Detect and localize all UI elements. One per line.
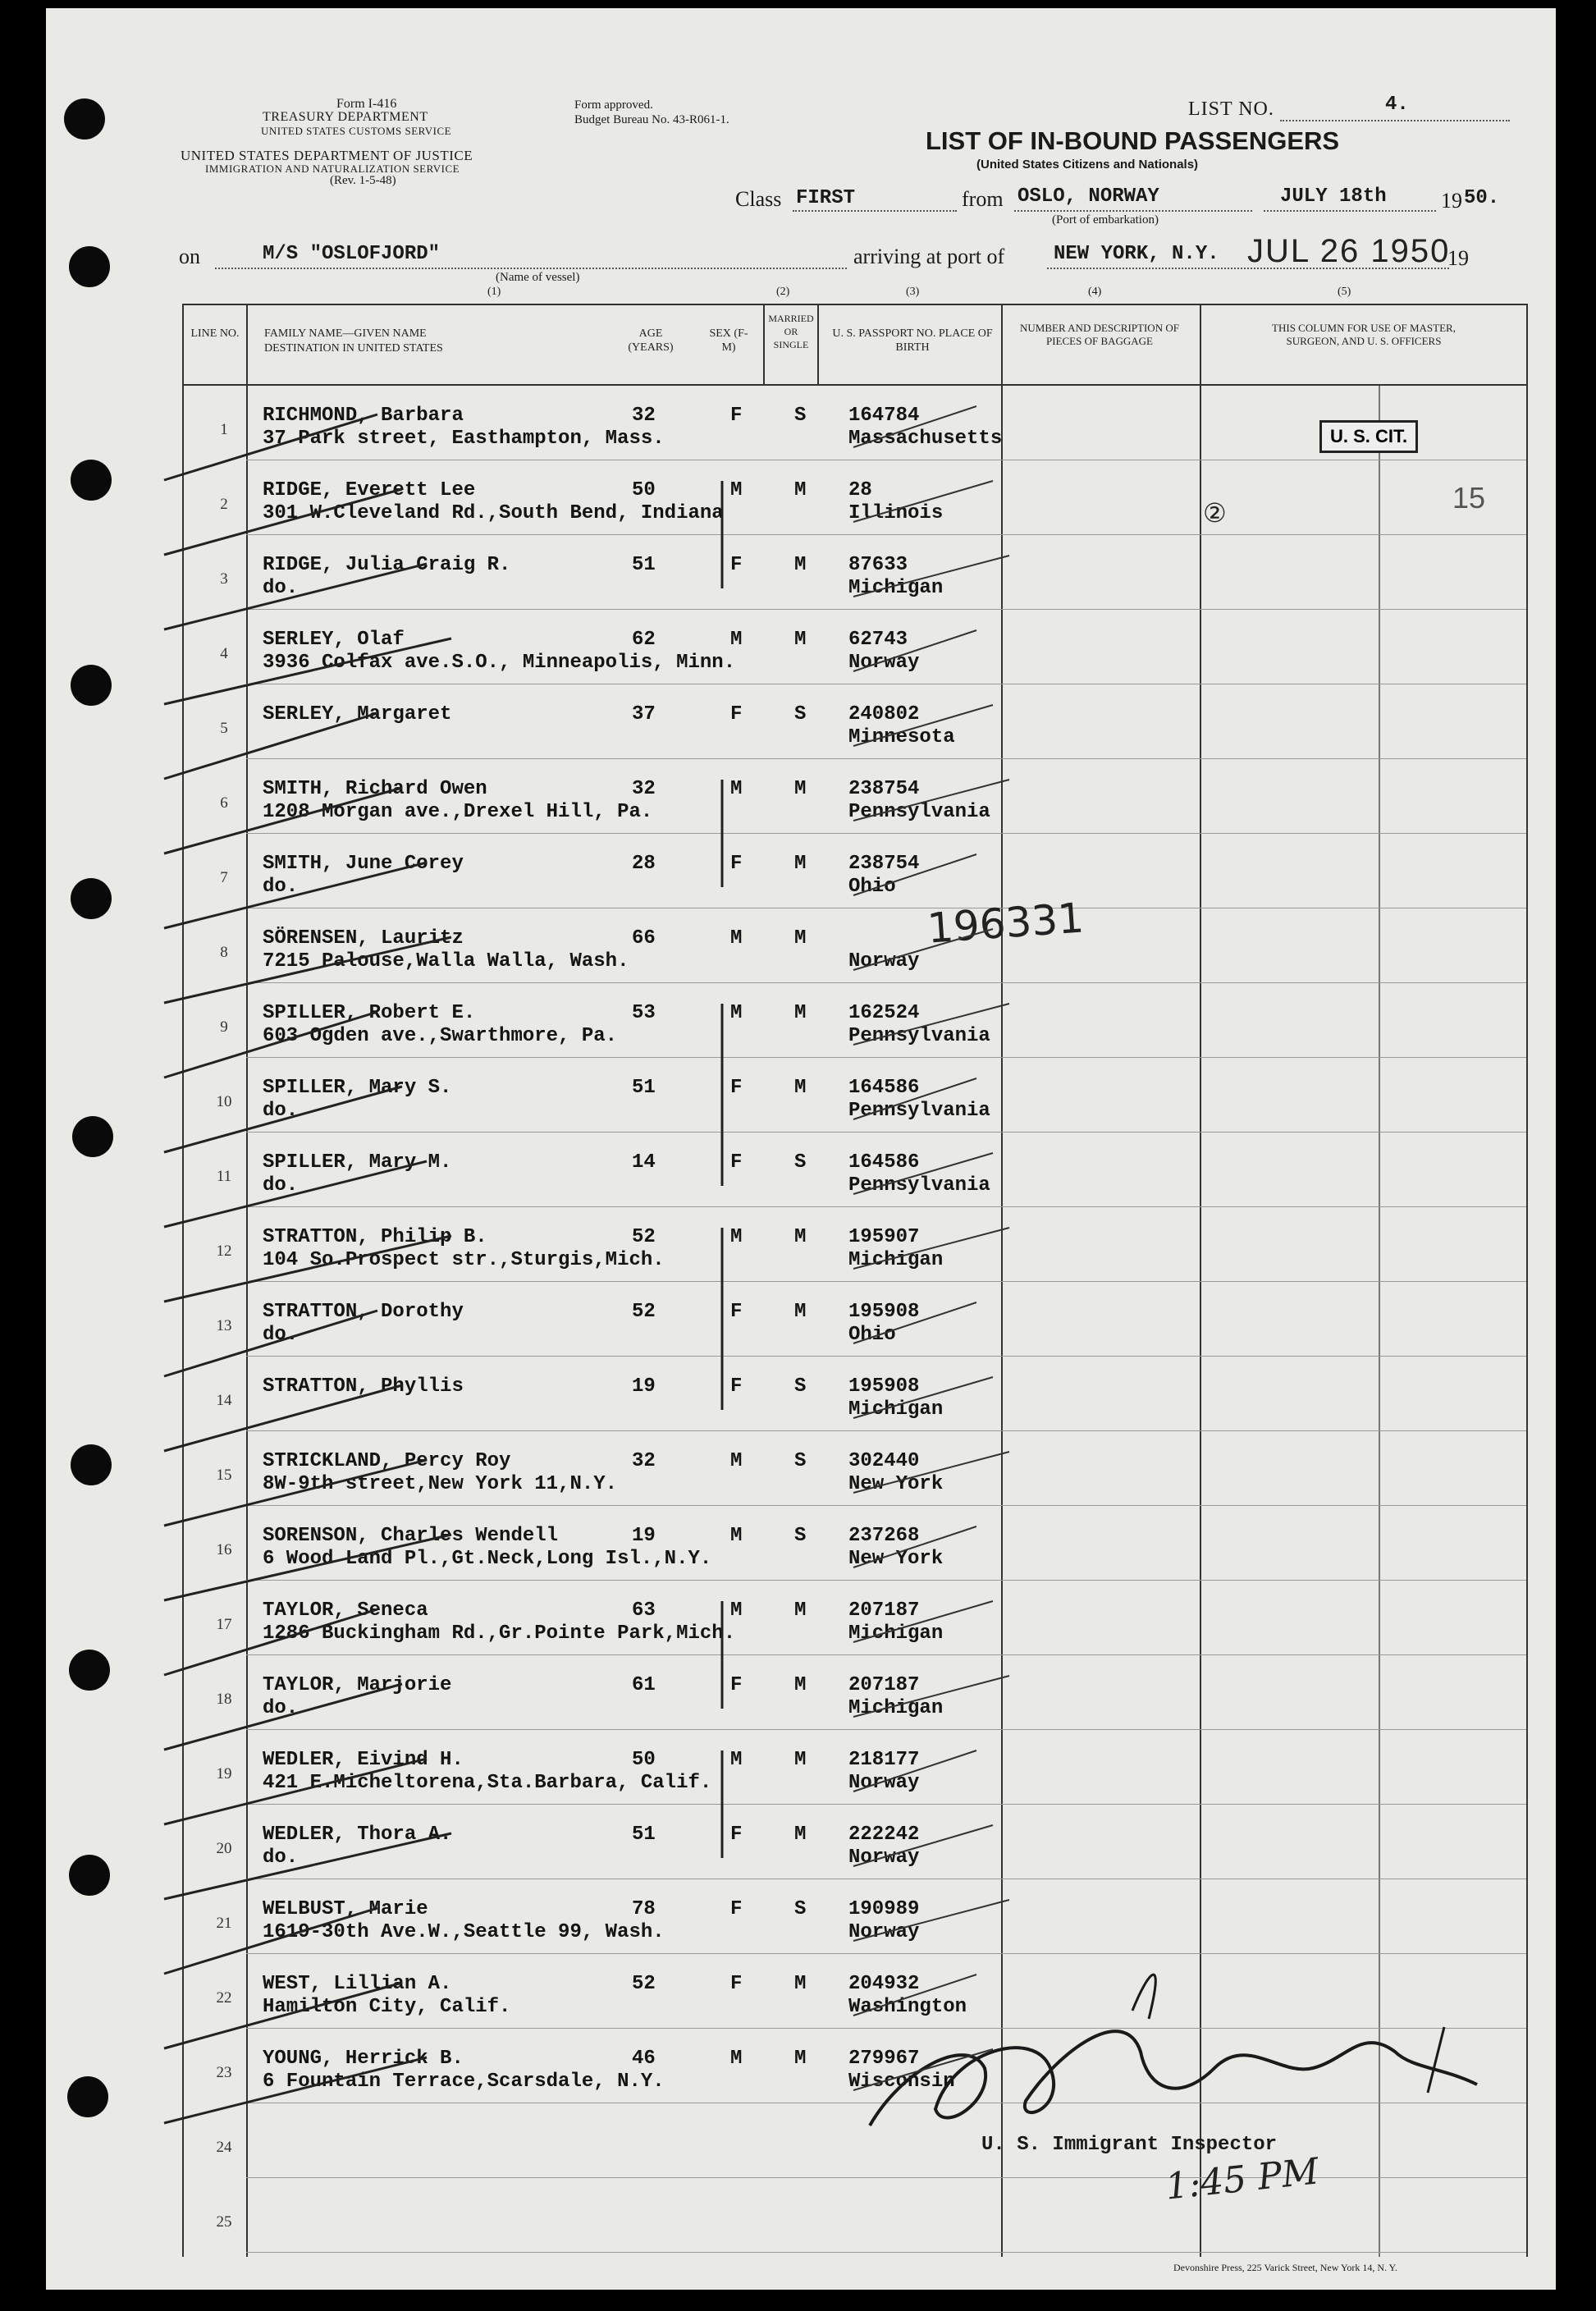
row-separator <box>246 1729 1526 1730</box>
place-of-birth: Wisconsin <box>848 2071 955 2093</box>
age: 52 <box>632 1301 656 1323</box>
marital-status: M <box>794 1674 807 1696</box>
place-of-birth: Norway <box>848 1847 920 1869</box>
passport-number: 190989 <box>848 1898 920 1920</box>
line-number: 16 <box>216 1541 232 1558</box>
table-row <box>0 1435 1596 1509</box>
passport-number: 62743 <box>848 629 908 651</box>
place-of-birth: Illinois <box>848 502 944 524</box>
marital-status: S <box>794 1151 807 1174</box>
age: 37 <box>632 703 656 725</box>
justice-dept: UNITED STATES DEPARTMENT OF JUSTICE <box>181 148 473 163</box>
age: 62 <box>632 629 656 651</box>
row-separator <box>246 1057 1526 1058</box>
passport-number: 207187 <box>848 1674 920 1696</box>
on-label: on <box>179 245 200 268</box>
place-of-birth: Michigan <box>848 577 944 599</box>
passenger-name: YOUNG, Herrick B. <box>263 2048 464 2070</box>
form-number: Form I-416 <box>336 97 397 111</box>
place-of-birth: New York <box>848 1473 944 1495</box>
row-separator <box>246 1953 1526 1954</box>
line-number: 6 <box>220 794 228 812</box>
passport-number: 207187 <box>848 1599 920 1622</box>
place-of-birth: Massachusetts <box>848 428 1003 450</box>
col-divider-sex <box>763 304 765 386</box>
passenger-name: SÖRENSEN, Lauritz <box>263 927 464 950</box>
sex: F <box>730 853 743 875</box>
sex: F <box>730 703 743 725</box>
destination: 7215 Palouse,Walla Walla, Wash. <box>263 950 629 972</box>
table-row <box>0 689 1596 762</box>
table-row <box>0 1211 1596 1285</box>
passport-number: 87633 <box>848 554 908 576</box>
passport-number: 164586 <box>848 1151 920 1174</box>
destination: do. <box>263 1324 299 1346</box>
table-row <box>0 539 1596 613</box>
destination: 3936 Colfax ave.S.O., Minneapolis, Minn. <box>263 652 736 674</box>
row-separator <box>246 2028 1526 2029</box>
table-row <box>0 614 1596 688</box>
place-of-birth: Michigan <box>848 1249 944 1271</box>
sex: F <box>730 1151 743 1174</box>
table-row <box>0 987 1596 1061</box>
destination: do. <box>263 876 299 898</box>
passport-number: 279967 <box>848 2048 920 2070</box>
table-row <box>0 1137 1596 1210</box>
line-number: 7 <box>220 869 228 886</box>
age: 19 <box>632 1525 656 1547</box>
sex: F <box>730 1973 743 1995</box>
sex: M <box>730 778 743 800</box>
destination: 603 Ogden ave.,Swarthmore, Pa. <box>263 1025 618 1047</box>
passport-number: 222242 <box>848 1824 920 1846</box>
passport-number: 164586 <box>848 1077 920 1099</box>
row-separator <box>246 609 1526 610</box>
sex: M <box>730 1525 743 1547</box>
passenger-name: SPILLER, Mary M. <box>263 1151 452 1174</box>
row-separator <box>246 1206 1526 1207</box>
passport-number: 28 <box>848 479 872 501</box>
port-embark-caption: (Port of embarkation) <box>1052 213 1159 227</box>
class-line <box>793 210 957 212</box>
sex: F <box>730 554 743 576</box>
marital-status: M <box>794 853 807 875</box>
sex: M <box>730 479 743 501</box>
line-number: 22 <box>216 1989 232 2007</box>
passenger-name: TAYLOR, Seneca <box>263 1599 428 1622</box>
marital-status: S <box>794 1450 807 1472</box>
row-separator <box>246 2252 1526 2253</box>
form-approved: Form approved. <box>574 98 653 112</box>
line-number: 19 <box>216 1765 232 1782</box>
col-num-3: (3) <box>906 286 920 298</box>
destination: do. <box>263 1697 299 1719</box>
passenger-name: SERLEY, Olaf <box>263 629 405 651</box>
passenger-name: RICHMOND, Barbara <box>263 405 464 427</box>
passenger-name: SMITH, June Corey <box>263 853 464 875</box>
passenger-name: STRICKLAND, Percy Roy <box>263 1450 511 1472</box>
table-row <box>0 1361 1596 1435</box>
budget-bureau: Budget Bureau No. 43-R061-1. <box>574 113 729 126</box>
date-line <box>1264 210 1436 212</box>
row-separator <box>246 1281 1526 1282</box>
destination: do. <box>263 577 299 599</box>
destination: 8W-9th street,New York 11,N.Y. <box>263 1473 618 1495</box>
passenger-name: STRATTON, Dorothy <box>263 1301 464 1323</box>
row-separator <box>246 1804 1526 1805</box>
passenger-name: STRATTON, Phyllis <box>263 1375 464 1398</box>
marital-status: M <box>794 2048 807 2070</box>
place-of-birth: Pennsylvania <box>848 1100 990 1122</box>
table-row <box>0 1659 1596 1733</box>
col-divider-married <box>817 304 819 386</box>
line-number: 9 <box>220 1018 228 1036</box>
list-no-line <box>1280 120 1510 121</box>
marital-status: M <box>794 479 807 501</box>
place-of-birth: New York <box>848 1548 944 1570</box>
table-row <box>0 2182 1596 2256</box>
passenger-name: STRATTON, Philip B. <box>263 1226 487 1248</box>
line-number: 3 <box>220 570 228 588</box>
col-num-1: (1) <box>487 286 501 298</box>
place-of-birth: Ohio <box>848 1324 896 1346</box>
sex: M <box>730 1226 743 1248</box>
table-top-border <box>182 304 1528 305</box>
sex: M <box>730 1599 743 1622</box>
row-separator <box>246 1132 1526 1133</box>
list-no-label: LIST NO. <box>1188 98 1274 120</box>
vessel-name: M/S "OSLOFJORD" <box>263 243 441 265</box>
age: 52 <box>632 1973 656 1995</box>
table-row <box>0 763 1596 837</box>
from-line <box>1014 210 1252 212</box>
passport-number: 237268 <box>848 1525 920 1547</box>
age: 51 <box>632 1077 656 1099</box>
destination: 1286 Buckingham Rd.,Gr.Pointe Park,Mich. <box>263 1622 736 1645</box>
age: 52 <box>632 1226 656 1248</box>
treasury-dept: TREASURY DEPARTMENT <box>263 110 428 124</box>
destination: 6 Fountain Terrace,Scarsdale, N.Y. <box>263 2071 665 2093</box>
from-label: from <box>962 187 1004 211</box>
line-number: 1 <box>220 421 228 438</box>
place-of-birth: Ohio <box>848 876 896 898</box>
col-num-5: (5) <box>1338 286 1351 298</box>
col-num-2: (2) <box>776 286 790 298</box>
marital-status: S <box>794 1375 807 1398</box>
col-header-age: AGE (YEARS) <box>628 327 674 354</box>
sex: F <box>730 1674 743 1696</box>
marital-status: M <box>794 1973 807 1995</box>
sex: F <box>730 1898 743 1920</box>
inspector-label: U. S. Immigrant Inspector <box>981 2134 1278 2156</box>
passenger-name: WEDLER, Thora A. <box>263 1824 452 1846</box>
place-of-birth: Norway <box>848 1772 920 1794</box>
place-of-birth: Minnesota <box>848 726 955 748</box>
col-header-officers: THIS COLUMN FOR USE OF MASTER, SURGEON, AND U. S. OFFICERS <box>1272 322 1456 347</box>
from-value: OSLO, NORWAY <box>1018 185 1159 208</box>
passenger-name: WEST, Lillian A. <box>263 1973 452 1995</box>
passenger-name: SPILLER, Mary S. <box>263 1077 452 1099</box>
table-row <box>0 1062 1596 1136</box>
line-number: 5 <box>220 720 228 737</box>
destination: do. <box>263 1174 299 1197</box>
age: 50 <box>632 479 656 501</box>
table-row <box>0 1809 1596 1883</box>
line-number: 25 <box>216 2213 232 2231</box>
line-number: 2 <box>220 496 228 513</box>
row-separator <box>246 1356 1526 1357</box>
passenger-name: WEDLER, Eivind H. <box>263 1749 464 1771</box>
passenger-name: SORENSON, Charles Wendell <box>263 1525 559 1547</box>
col-header-destination: DESTINATION IN UNITED STATES <box>264 342 443 355</box>
line-number: 18 <box>216 1691 232 1708</box>
marital-status: M <box>794 1301 807 1323</box>
line-number: 21 <box>216 1915 232 1932</box>
marital-status: M <box>794 1749 807 1771</box>
row-separator <box>246 2177 1526 2178</box>
place-of-birth: Norway <box>848 652 920 674</box>
line-number: 8 <box>220 944 228 961</box>
place-of-birth: Michigan <box>848 1697 944 1719</box>
marital-status: M <box>794 1077 807 1099</box>
row-count-note: 15 <box>1452 481 1486 515</box>
row-separator <box>246 534 1526 535</box>
sex: M <box>730 1002 743 1024</box>
row-separator <box>246 982 1526 983</box>
table-row <box>0 1585 1596 1659</box>
destination: 37 Park street, Easthampton, Mass. <box>263 428 665 450</box>
marital-status: M <box>794 778 807 800</box>
sex: M <box>730 1450 743 1472</box>
sex: M <box>730 927 743 950</box>
marital-status: S <box>794 1525 807 1547</box>
age: 32 <box>632 405 656 427</box>
page-title: LIST OF IN-BOUND PASSENGERS <box>926 126 1340 155</box>
table-row <box>0 464 1596 538</box>
sex: F <box>730 1301 743 1323</box>
year-suffix: 19 <box>1447 246 1469 270</box>
line-number: 24 <box>216 2139 232 2156</box>
age: 46 <box>632 2048 656 2070</box>
age: 51 <box>632 554 656 576</box>
passport-number: 302440 <box>848 1450 920 1472</box>
line-number: 10 <box>216 1093 232 1110</box>
sex: M <box>730 2048 743 2070</box>
col-header-sex: SEX (F-M) <box>709 327 748 354</box>
marital-status: S <box>794 1898 807 1920</box>
age: 28 <box>632 853 656 875</box>
ins-label: IMMIGRATION AND NATURALIZATION SERVICE <box>205 162 460 175</box>
class-label: Class <box>735 187 782 211</box>
age: 61 <box>632 1674 656 1696</box>
col-header-name: FAMILY NAME—GIVEN NAME <box>264 327 427 340</box>
marital-status: M <box>794 1824 807 1846</box>
sex: F <box>730 1077 743 1099</box>
sex: F <box>730 1375 743 1398</box>
age: 78 <box>632 1898 656 1920</box>
age: 19 <box>632 1375 656 1398</box>
marital-status: M <box>794 927 807 950</box>
marital-status: M <box>794 554 807 576</box>
col-header-line: LINE NO. <box>190 327 240 340</box>
customs-service: UNITED STATES CUSTOMS SERVICE <box>261 125 452 137</box>
table-row <box>0 2107 1596 2181</box>
line-number: 14 <box>216 1392 232 1409</box>
place-of-birth: Pennsylvania <box>848 801 990 823</box>
place-of-birth: Norway <box>848 1921 920 1943</box>
row-separator <box>246 1505 1526 1506</box>
passport-number: 162524 <box>848 1002 920 1024</box>
line-number: 13 <box>216 1317 232 1334</box>
destination: 6 Wood Land Pl.,Gt.Neck,Long Isl.,N.Y. <box>263 1548 712 1570</box>
place-of-birth: Michigan <box>848 1398 944 1421</box>
passenger-name: SMITH, Richard Owen <box>263 778 487 800</box>
line-number: 11 <box>216 1168 232 1185</box>
vessel-line <box>215 268 847 269</box>
destination: 421 E.Micheltorena,Sta.Barbara, Calif. <box>263 1772 712 1794</box>
passport-number: 238754 <box>848 778 920 800</box>
year-prefix: 19 <box>1441 189 1462 213</box>
marital-status: M <box>794 1599 807 1622</box>
marital-status: M <box>794 1002 807 1024</box>
passenger-name: SPILLER, Robert E. <box>263 1002 476 1024</box>
year-value: 50. <box>1464 187 1500 209</box>
passport-number: 164784 <box>848 405 920 427</box>
passport-number: 195908 <box>848 1375 920 1398</box>
passenger-name: WELBUST, Marie <box>263 1898 428 1920</box>
row-separator <box>246 833 1526 834</box>
marital-status: M <box>794 1226 807 1248</box>
vessel-caption: (Name of vessel) <box>496 271 580 284</box>
marital-status: S <box>794 405 807 427</box>
header-bottom-border <box>182 384 1528 386</box>
handwritten-passport-number: 196331 <box>926 894 1086 953</box>
line-number: 23 <box>216 2064 232 2081</box>
date-value: JULY 18th <box>1280 185 1387 208</box>
line-number: 15 <box>216 1467 232 1484</box>
table-row <box>0 913 1596 986</box>
age: 14 <box>632 1151 656 1174</box>
circled-2-mark: ② <box>1203 497 1227 529</box>
binder-hole <box>69 246 110 287</box>
line-number: 17 <box>216 1616 232 1633</box>
passenger-name: RIDGE, Everett Lee <box>263 479 476 501</box>
destination: 301 W.Cleveland Rd.,South Bend, Indiana <box>263 502 724 524</box>
sex: M <box>730 1749 743 1771</box>
us-citizen-stamp: U. S. CIT. <box>1319 420 1418 453</box>
place-of-birth: Washington <box>848 1996 967 2018</box>
destination: 104 So.Prospect str.,Sturgis,Mich. <box>263 1249 665 1271</box>
passport-number: 238754 <box>848 853 920 875</box>
age: 32 <box>632 778 656 800</box>
sex: F <box>730 1824 743 1846</box>
table-row <box>0 1510 1596 1584</box>
place-of-birth: Pennsylvania <box>848 1025 990 1047</box>
col-header-married: MARRIED OR SINGLE <box>768 313 814 350</box>
binder-hole <box>64 98 105 140</box>
line-number: 4 <box>220 645 228 662</box>
row-separator <box>246 1580 1526 1581</box>
arrival-date-stamp: JUL 26 1950 <box>1247 233 1451 269</box>
age: 63 <box>632 1599 656 1622</box>
col-header-baggage: NUMBER AND DESCRIPTION OF PIECES OF BAGGAGE <box>1020 322 1179 347</box>
rev-label: (Rev. 1-5-48) <box>330 174 396 187</box>
row-separator <box>246 1430 1526 1431</box>
line-number: 20 <box>216 1840 232 1857</box>
passenger-name: SERLEY, Margaret <box>263 703 452 725</box>
table-row <box>0 1734 1596 1808</box>
col-num-4: (4) <box>1088 286 1102 298</box>
destination: 1208 Morgan ave.,Drexel Hill, Pa. <box>263 801 653 823</box>
line-number: 12 <box>216 1242 232 1260</box>
age: 66 <box>632 927 656 950</box>
time-note: 1:45 PM <box>1163 2150 1321 2208</box>
row-separator <box>246 1654 1526 1655</box>
list-no-value: 4. <box>1385 94 1409 116</box>
marital-status: M <box>794 629 807 651</box>
sex: F <box>730 405 743 427</box>
age: 51 <box>632 1824 656 1846</box>
place-of-birth: Michigan <box>848 1622 944 1645</box>
place-of-birth: Pennsylvania <box>848 1174 990 1197</box>
arrival-port: NEW YORK, N.Y. <box>1054 243 1219 265</box>
age: 53 <box>632 1002 656 1024</box>
place-of-birth: Norway <box>848 950 920 972</box>
printer-credit: Devonshire Press, 225 Varick Street, New York 14, N. Y. <box>1173 2262 1397 2273</box>
passenger-name: TAYLOR, Marjorie <box>263 1674 452 1696</box>
passenger-name: RIDGE, Julia Craig R. <box>263 554 511 576</box>
table-row <box>0 1286 1596 1360</box>
destination: Hamilton City, Calif. <box>263 1996 511 2018</box>
passport-number: 204932 <box>848 1973 920 1995</box>
destination: do. <box>263 1847 299 1869</box>
class-value: FIRST <box>796 187 856 209</box>
age: 50 <box>632 1749 656 1771</box>
destination: 1619-30th Ave.W.,Seattle 99, Wash. <box>263 1921 665 1943</box>
sex: M <box>730 629 743 651</box>
table-row <box>0 2033 1596 2107</box>
passport-number: 240802 <box>848 703 920 725</box>
destination: do. <box>263 1100 299 1122</box>
page-subtitle: (United States Citizens and Nationals) <box>976 158 1199 172</box>
passport-number: 218177 <box>848 1749 920 1771</box>
marital-status: S <box>794 703 807 725</box>
col-header-passport: U. S. PASSPORT NO. PLACE OF BIRTH <box>832 327 993 354</box>
table-row <box>0 838 1596 912</box>
row-separator <box>246 758 1526 759</box>
table-row <box>0 1958 1596 2032</box>
table-row <box>0 1883 1596 1957</box>
age: 32 <box>632 1450 656 1472</box>
arriving-label: arriving at port of <box>853 245 1005 268</box>
passport-number: 195907 <box>848 1226 920 1248</box>
passport-number: 195908 <box>848 1301 920 1323</box>
